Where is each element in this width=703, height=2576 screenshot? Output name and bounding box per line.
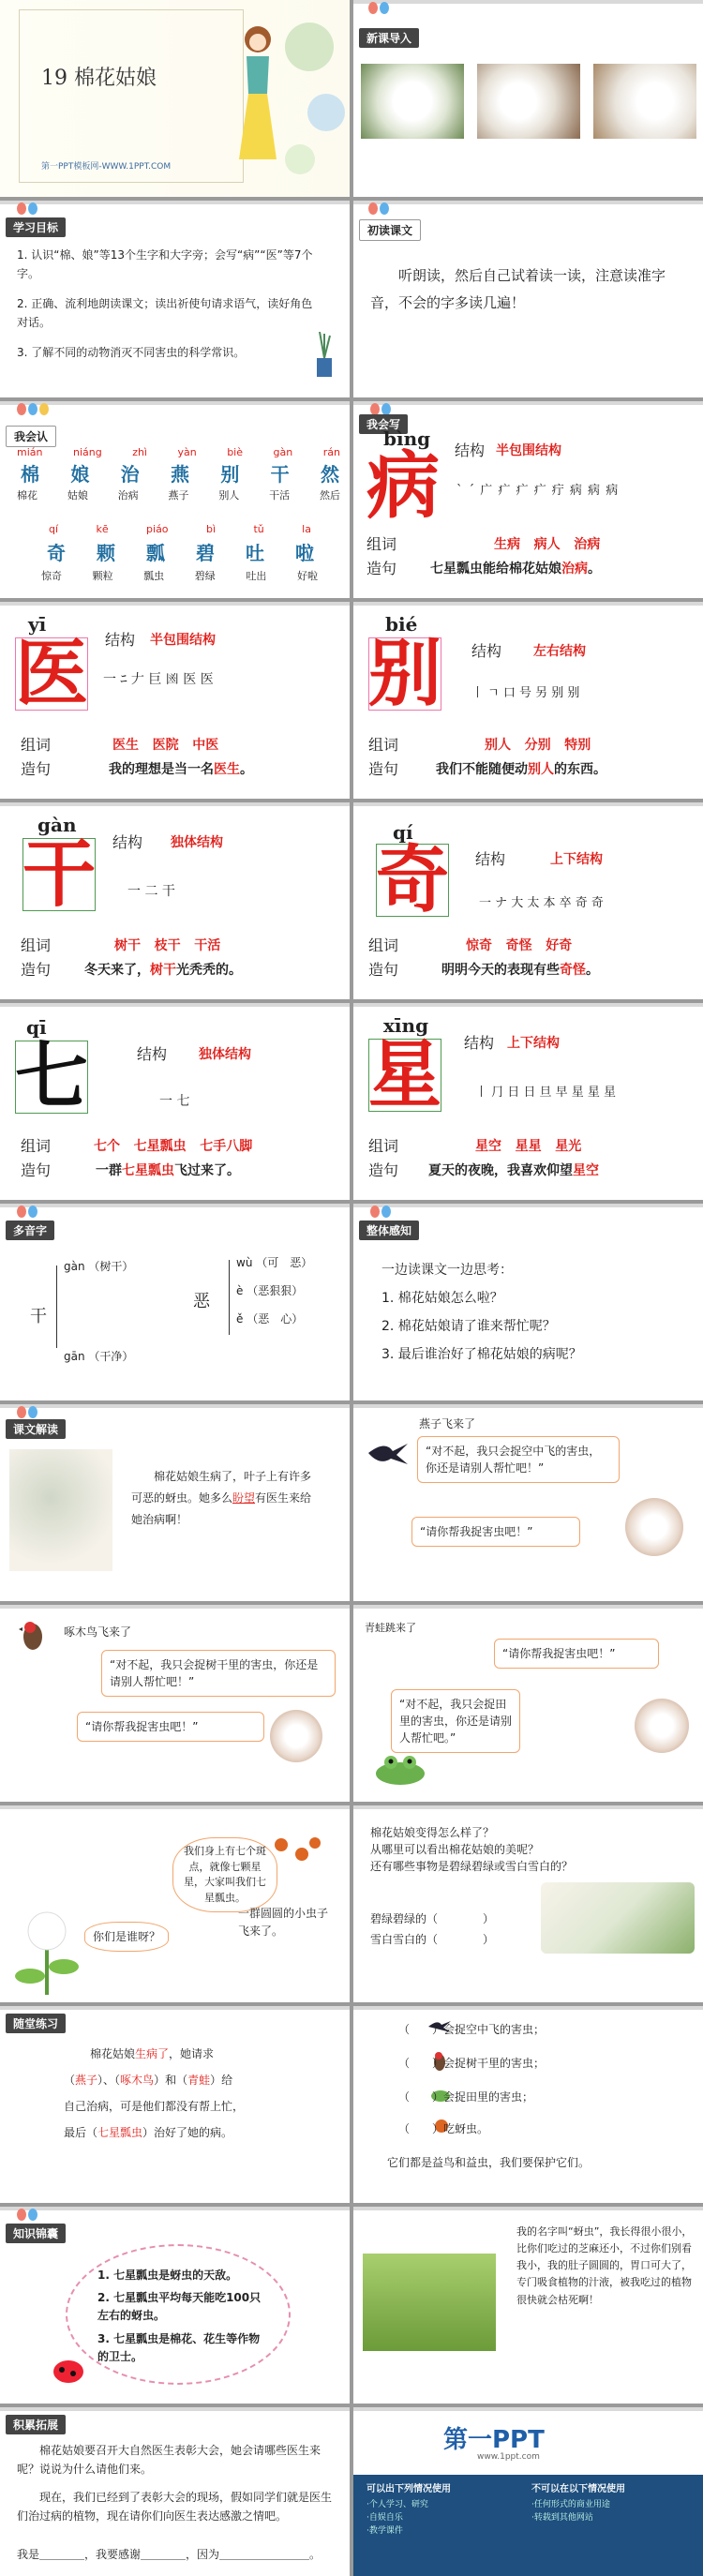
overview-intro: 一边读课文一边思考： [381, 1263, 513, 1278]
sentence-highlight: 星空 [573, 1163, 599, 1178]
structure-label: 结构 [105, 631, 136, 649]
sentence-text: 一群 [96, 1163, 122, 1178]
left-item: ·教学课件 [366, 2526, 403, 2536]
sentence-highlight: 别人 [528, 762, 554, 777]
pinyin: ě [236, 1312, 244, 1325]
sentence-text: 冬天来了， [84, 963, 150, 978]
slide-polyphone [0, 1204, 350, 1400]
structure-label: 结构 [137, 1045, 168, 1063]
blank-2: 雪白雪白的（ ） [370, 1933, 495, 1946]
section-tag: 学习目标 [6, 217, 66, 237]
zaoju-label: 造句 [21, 1161, 52, 1179]
slide-write-gan [0, 802, 350, 999]
char-large: 别 [368, 631, 442, 716]
sentence-text: 的东西。 [554, 762, 606, 777]
zuci-label: 组词 [368, 1137, 399, 1155]
word: 颗粒 [92, 570, 113, 582]
structure-label: 结构 [464, 1034, 495, 1052]
match-footer: 它们都是益鸟和益虫，我们要保护它们。 [387, 2156, 591, 2169]
pinyin: gàn [64, 1260, 85, 1273]
zuci-words: 树干 枝干 干活 [114, 938, 221, 953]
char-pinyin: qí [393, 821, 413, 844]
balloon-icon [17, 403, 26, 415]
slide-write-qi [353, 802, 703, 999]
row1-words [17, 487, 340, 502]
structure-value: 上下结构 [507, 1036, 560, 1051]
section-tag: 我会写 [359, 414, 408, 434]
reading-text [131, 1466, 319, 1530]
slide-write-bing [353, 401, 703, 598]
slide-text-reading [0, 1404, 350, 1601]
word: 吐出 [246, 570, 267, 582]
goal-3: 3. 了解不同的动物消灭不同害虫的科学常识。 [17, 346, 246, 359]
slide-ladybug [0, 1805, 350, 2002]
bracket [229, 1260, 234, 1335]
zaoju-sentence [430, 559, 601, 577]
char: 干 [270, 463, 290, 486]
question-1: 棉花姑娘变得怎么样了？ [370, 1826, 495, 1839]
slide-recovered [353, 1805, 703, 2002]
zaoju-label: 造句 [368, 1161, 399, 1179]
stroke-order: 一 七 [159, 1094, 190, 1109]
char-large: 七 [15, 1034, 89, 1119]
zuci-words: 医生 医院 中医 [112, 738, 219, 753]
stroke-order: ` ˊ 广 疒 疒 疒 疔 病 病 病 [456, 484, 620, 498]
cotton-photo-2 [477, 64, 580, 139]
practice-line-4 [64, 2124, 232, 2140]
scene-title: 青蛙跳来了 [365, 1622, 416, 1634]
section-tag: 知识锦囊 [6, 2224, 66, 2243]
zuci-words: 生病 病人 治病 [494, 537, 601, 552]
e-reading-2 [236, 1282, 303, 1298]
word: 燕子 [168, 489, 189, 502]
slide-extension [0, 2407, 350, 2576]
zuci-words: 七个 七星瓢虫 七手八脚 [94, 1139, 253, 1154]
pinyin: niáng [72, 446, 102, 458]
cotton-flower [270, 1710, 322, 1762]
pinyin: biè [227, 446, 244, 458]
row2-chars [47, 538, 314, 565]
char: 别 [220, 463, 240, 486]
practice-text: ）和（ [154, 2074, 188, 2087]
reading-text-part: 有医生来给她治病啊！ [131, 1490, 312, 1526]
row2-pinyin [49, 523, 311, 535]
char: 治 [120, 463, 140, 486]
pinyin: la [302, 523, 311, 535]
knowledge-3: 3. 七星瓢虫是棉花、花生等作物的卫士。 [97, 2332, 261, 2364]
aphid-photo [363, 2254, 496, 2351]
sentence-text: 。 [240, 762, 253, 777]
pinyin: piáo [146, 523, 169, 535]
slide-practice [0, 2006, 350, 2203]
balloon-icon [380, 202, 389, 215]
char: 吐 [246, 542, 264, 564]
section-tag: 我会认 [6, 426, 56, 447]
practice-text: ）给 [210, 2074, 233, 2087]
char: 奇 [47, 542, 66, 564]
slide-write-qi7 [0, 1003, 350, 1200]
cotton-bubble: “请你帮我捉害虫吧！” [494, 1639, 659, 1669]
char-large: 病 [366, 443, 441, 529]
stroke-order: 一 ナ 大 太 本 卒 奇 奇 [479, 896, 604, 910]
slide-write-bie [353, 602, 703, 799]
sentence-text: 明明今天的表现有些 [441, 963, 560, 978]
stroke-order: 丨 ⺆ 日 日 旦 早 星 星 星 [475, 1086, 617, 1100]
caption: 一群圆圆的小虫子飞来了。 [238, 1907, 329, 1939]
char: 瓢 [146, 542, 165, 564]
answer: 七星瓢虫 [97, 2126, 143, 2139]
stroke-order: 一 二 干 [127, 884, 175, 899]
balloon-icon [381, 1206, 391, 1218]
pinyin: zhì [132, 446, 147, 458]
balloon-icon [17, 1206, 26, 1218]
right-item: ·任何形式的商业用途 [531, 2500, 610, 2509]
sentence-highlight: 奇怪 [560, 963, 586, 978]
zuci-label: 组词 [21, 736, 52, 754]
structure-label: 结构 [112, 833, 143, 851]
balloon-icon [368, 202, 378, 215]
row2-words [41, 568, 318, 583]
highlight-word: 盼望 [232, 1490, 256, 1505]
match-row-1: （ ）会捉空中飞的害虫； [398, 2023, 546, 2036]
slide-write-xing [353, 1003, 703, 1200]
question-3: 3. 最后谁治好了棉花姑娘的病呢？ [381, 1347, 582, 1362]
slide-woodpecker [0, 1605, 350, 1802]
left-item: ·自娱自乐 [366, 2513, 403, 2523]
slide-title [0, 0, 350, 197]
balloon-icon [368, 2, 378, 14]
word: 干活 [269, 489, 291, 502]
balloon-icon [28, 2209, 37, 2221]
woodpecker-icon [19, 1620, 47, 1652]
slide-end [353, 2407, 703, 2576]
woodpecker-bubble: “对不起，我只会捉树干里的害虫，你还是请别人帮忙吧！” [101, 1650, 336, 1697]
right-heading: 不可以在以下情况使用 [531, 2484, 625, 2494]
slide-knowledge [0, 2207, 350, 2404]
sentence-text: 。 [586, 963, 599, 978]
lesson-title: 19 棉花姑娘 [41, 67, 157, 90]
knowledge-2: 2. 七星瓢虫平均每天能吃100只左右的蚜虫。 [97, 2291, 262, 2323]
slide-swallow [353, 1404, 703, 1601]
word: 治病 [117, 489, 139, 502]
extension-p3: 我是＿＿＿＿，我要感谢＿＿＿＿，因为＿＿＿＿＿＿＿＿。 [17, 2548, 322, 2561]
balloon-icon [28, 1206, 37, 1218]
extension-p1: 棉花姑娘要召开大自然医生表彰大会，她会请哪些医生来呢？说说为什么请他们来。 [17, 2444, 322, 2477]
practice-text: （ [64, 2074, 76, 2087]
word: （恶狠狠） [247, 1284, 304, 1297]
word: （树干） [88, 1260, 134, 1273]
swallow-icon [366, 1440, 410, 1468]
practice-text: ）、（ [97, 2074, 121, 2087]
slide-intro [353, 0, 703, 197]
structure-value: 半包围结构 [150, 633, 216, 648]
left-item: ·个人学习、研究 [366, 2500, 428, 2509]
balloon-icon [380, 2, 389, 14]
zaoju-label: 造句 [366, 560, 397, 577]
char: 燕 [170, 463, 189, 486]
char-large: 医 [15, 631, 89, 716]
logo: 第一PPT [443, 2426, 545, 2454]
char: 然 [320, 463, 339, 486]
logo-subtitle: www.1ppt.com [477, 2452, 540, 2462]
zuci-words: 惊奇 奇怪 好奇 [466, 938, 573, 953]
scene-title: 啄木鸟飞来了 [64, 1625, 132, 1639]
question-2: 2. 棉花姑娘请了谁来帮忙呢？ [381, 1319, 556, 1334]
slide-write-yi [0, 602, 350, 799]
section-tag: 随堂练习 [6, 2014, 66, 2033]
word: （可 恶） [256, 1256, 313, 1269]
swallow-bubble: “对不起，我只会捉空中飞的害虫，你还是请别人帮忙吧！” [417, 1436, 620, 1483]
section-tag: 初读课文 [359, 219, 421, 241]
balloon-icon [28, 1406, 37, 1418]
ladybug-icons [268, 1834, 324, 1871]
structure-label: 结构 [471, 642, 502, 660]
answer: 生病了 [135, 2047, 170, 2060]
cotton-photo-1 [361, 64, 464, 139]
e-reading-1 [236, 1254, 312, 1270]
question-2: 从哪里可以看出棉花姑娘的美呢？ [370, 1843, 540, 1856]
footer-text: 第一PPT模板网-WWW.1PPT.COM [41, 162, 172, 172]
word: 然后 [319, 489, 340, 502]
char-pinyin: qī [26, 1016, 47, 1039]
answer: 青蛙 [187, 2074, 211, 2087]
section-tag: 新课导入 [359, 28, 419, 48]
word: 姑娘 [67, 489, 88, 502]
word: （干净） [88, 1350, 134, 1363]
zaoju-sentence [109, 759, 253, 778]
zaoju-label: 造句 [368, 961, 399, 979]
section-tag: 积累拓展 [6, 2415, 66, 2434]
gan-reading-1 [64, 1258, 133, 1274]
char: 棉 [21, 463, 39, 486]
cotton-plant-icon [13, 1910, 81, 1997]
balloon-icon [370, 1206, 380, 1218]
stroke-order: 丨 ㄱ 口 号 另 别 别 [471, 686, 580, 700]
structure-value: 半包围结构 [496, 443, 561, 458]
slide-match [353, 2006, 703, 2203]
section-tag: 课文解读 [6, 1419, 66, 1439]
char-large: 星 [368, 1032, 442, 1117]
word: 别人 [218, 489, 240, 502]
zaoju-sentence [428, 1161, 599, 1179]
structure-value: 独体结构 [199, 1047, 251, 1062]
practice-text: ）治好了她的病。 [142, 2126, 233, 2139]
poly-char-e: 恶 [193, 1292, 210, 1311]
match-row-3: （ ）会捉田里的害虫； [398, 2090, 534, 2104]
pinyin: bì [205, 523, 217, 535]
row1-pinyin [17, 446, 340, 458]
blank-1: 碧绿碧绿的（ ） [370, 1912, 495, 1925]
question-3: 还有哪些事物是碧绿碧绿或雪白雪白的？ [370, 1860, 574, 1873]
ink-painting [9, 1449, 112, 1571]
char-pinyin: bìng [383, 427, 431, 450]
reading-text-part: 棉花姑娘生病了，叶子上有许多可恶的蚜虫。她多么 [131, 1470, 312, 1505]
practice-text: 棉花姑娘 [90, 2047, 136, 2060]
balloon-icon [28, 403, 37, 415]
cotton-flower [635, 1699, 689, 1753]
balloon-icon [39, 403, 49, 415]
answer: 燕子 [75, 2074, 98, 2087]
practice-line-2 [64, 2072, 232, 2088]
word: 棉花 [17, 489, 37, 502]
word: 瓢虫 [143, 570, 165, 582]
zuci-label: 组词 [368, 936, 399, 954]
pinyin: qí [49, 523, 59, 535]
cotton-field-image [541, 1882, 695, 1954]
sentence-text: 我们不能随便动 [436, 762, 528, 777]
sentence-highlight: 七星瓢虫 [122, 1163, 174, 1178]
slide-first-read [353, 201, 703, 397]
cotton-bubble: “请你帮我捉害虫吧！” [77, 1712, 264, 1742]
gan-reading-2 [64, 1348, 133, 1364]
question-1: 1. 棉花姑娘怎么啦？ [381, 1291, 503, 1306]
pinyin: è [236, 1284, 244, 1297]
slide-recognize [0, 401, 350, 598]
zaoju-sentence [96, 1161, 240, 1179]
leaf-decoration [272, 9, 347, 187]
word: 惊奇 [41, 570, 62, 582]
left-heading: 可以出下列情况使用 [366, 2484, 451, 2494]
word: （恶 心） [247, 1312, 304, 1325]
zuci-words: 星空 星星 星光 [475, 1139, 582, 1154]
structure-value: 独体结构 [171, 835, 223, 850]
slide-goals [0, 201, 350, 397]
pinyin: yàn [177, 446, 197, 458]
bracket [56, 1266, 62, 1348]
zaoju-sentence [84, 960, 242, 979]
frog-icon [372, 1745, 428, 1787]
structure-value: 上下结构 [550, 852, 603, 867]
sentence-text: 。 [588, 562, 601, 577]
slide-overview [353, 1204, 703, 1400]
char: 颗 [97, 542, 115, 564]
practice-text: 最后（ [64, 2126, 98, 2139]
sentence-text: 飞过来了。 [174, 1163, 240, 1178]
char-pinyin: xīng [383, 1014, 429, 1037]
sentence-text: 我的理想是当一名 [109, 762, 214, 777]
char-pinyin: yī [28, 613, 47, 636]
pinyin: kē [96, 523, 109, 535]
balloon-icon [28, 202, 37, 215]
char: 碧 [196, 542, 215, 564]
pinyin: gān [64, 1350, 85, 1363]
first-read-text: 听朗读，然后自己试着读一读，注意读准字音，不会的字多读几遍！ [370, 267, 666, 311]
ladybug-bubble: 我们身上有七个斑点，就像七颗星星，大家叫我们七星瓢虫。 [172, 1837, 277, 1912]
section-tag: 整体感知 [359, 1221, 419, 1240]
cotton-bubble: “请你帮我捉害虫吧！” [411, 1517, 580, 1547]
slide-aphid [353, 2207, 703, 2404]
practice-line-1 [90, 2045, 214, 2061]
zuci-label: 组词 [366, 535, 397, 553]
zaoju-label: 造句 [368, 760, 399, 778]
balloon-icon [17, 202, 26, 215]
aphid-text: 我的名字叫“蚜虫”，我长得很小很小，比你们吃过的芝麻还小，不过你们别看我小，我的肚子圆圆的，胃口可大了，专门吸食植物的汁液，被我吃过的植物很快就会枯死啊！ [516, 2225, 693, 2306]
balloon-icon [17, 1406, 26, 1418]
cotton-photo-3 [593, 64, 696, 139]
section-tag: 多音字 [6, 1221, 54, 1240]
match-row-2: （ ）会捉树干里的害虫； [398, 2057, 546, 2070]
sentence-text: 夏天的夜晚，我喜欢仰望 [428, 1163, 573, 1178]
stroke-order: 一 ﾆ 𠂇 巨 𠚍 医 医 [103, 672, 214, 687]
pinyin: wù [236, 1256, 253, 1269]
structure-label: 结构 [455, 442, 486, 459]
char-large: 奇 [376, 837, 450, 922]
sentence-text: 七星瓢虫能给棉花姑娘 [430, 562, 561, 577]
word: 碧绿 [194, 570, 216, 582]
zuci-label: 组词 [368, 736, 399, 754]
balloon-icon [17, 2209, 26, 2221]
zuci-label: 组词 [21, 936, 52, 954]
sentence-highlight: 树干 [150, 963, 176, 978]
pinyin: mián [17, 446, 43, 458]
zaoju-sentence [436, 759, 606, 778]
word: 好啦 [296, 570, 318, 582]
sentence-highlight: 治病 [561, 562, 588, 577]
slide-frog [353, 1605, 703, 1802]
poly-char-gan: 干 [30, 1307, 47, 1326]
match-row-4: （ ）吃蚜虫。 [398, 2122, 489, 2135]
char-pinyin: bié [385, 613, 418, 636]
zuci-label: 组词 [21, 1137, 52, 1155]
goal-2: 2. 正确、流利地朗读课文；读出祈使句请求语气，读好角色对话。 [17, 297, 313, 330]
scene-title: 燕子飞来了 [419, 1417, 476, 1430]
char: 啦 [295, 542, 314, 564]
right-item: ·转载到其他网站 [531, 2513, 593, 2523]
ladybug-icon [51, 2357, 86, 2385]
row1-chars [21, 459, 339, 487]
sentence-highlight: 医生 [214, 762, 240, 777]
pinyin: tǔ [253, 523, 264, 535]
zuci-words: 别人 分别 特别 [485, 738, 591, 753]
structure-label: 结构 [475, 850, 506, 868]
char-large: 干 [22, 831, 97, 917]
structure-value: 左右结构 [533, 644, 586, 659]
zaoju-sentence [441, 960, 599, 979]
char-pinyin: gàn [37, 814, 77, 836]
pinyin: gàn [273, 446, 293, 458]
frog-bubble: “对不起，我只会捉田里的害虫，你还是请别人帮忙吧。” [391, 1689, 520, 1753]
extension-p2: 现在，我们已经到了表彰大会的现场，假如同学们就是医生们治过病的植物，现在请你们向医生表达感激之情吧。 [17, 2491, 333, 2524]
cotton-flower [625, 1498, 683, 1556]
answer: 啄木鸟 [120, 2074, 155, 2087]
zaoju-label: 造句 [21, 760, 52, 778]
zaoju-label: 造句 [21, 961, 52, 979]
goal-1: 1. 认识“棉、娘”等13个生字和大字旁；会写“病”“医”等7个字。 [17, 248, 313, 281]
sentence-text: 光秃秃的。 [176, 963, 242, 978]
plant-pot-icon [314, 332, 335, 379]
knowledge-1: 1. 七星瓢虫是蚜虫的天敌。 [97, 2269, 238, 2282]
practice-text: ，她请求 [169, 2047, 215, 2060]
cotton-bubble: 你们是谁呀？ [84, 1922, 169, 1952]
practice-line-3: 自己治病，可是他们都没有帮上忙， [64, 2100, 245, 2113]
e-reading-3 [236, 1310, 303, 1326]
char: 娘 [70, 463, 90, 486]
pinyin: rán [322, 446, 340, 458]
